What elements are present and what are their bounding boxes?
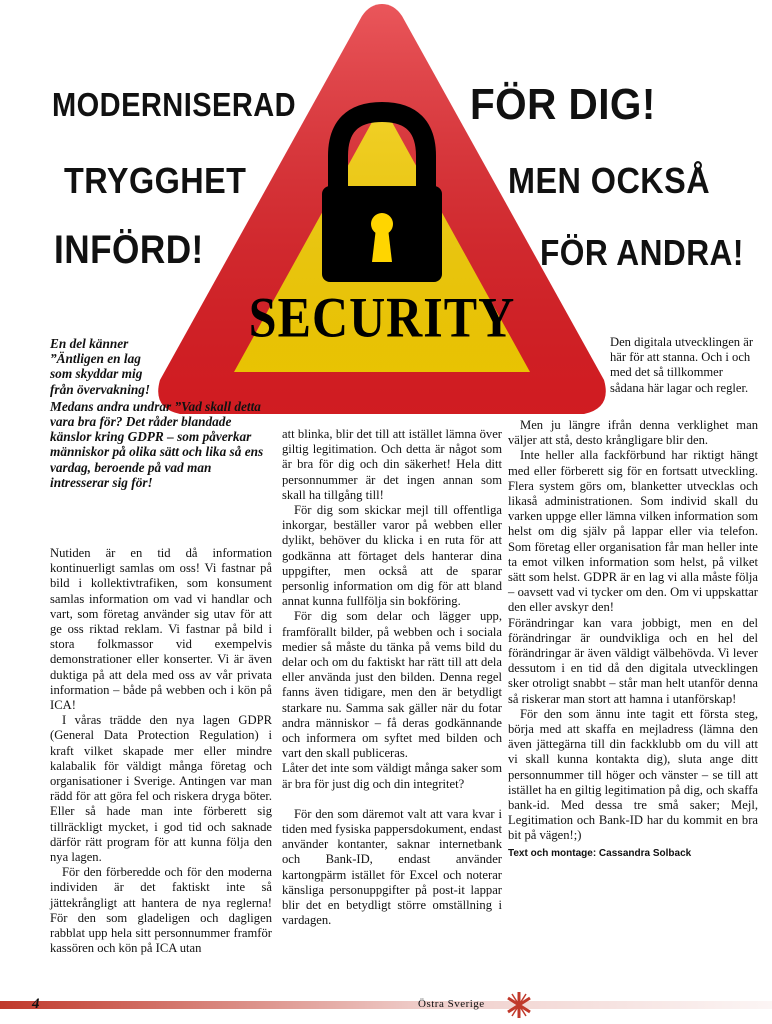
magazine-name: Östra Sverige: [418, 998, 485, 1010]
headline-left-line-2: TRYGGHET: [64, 160, 247, 201]
article-paragraph: Låter det inte som väldigt många saker som är bra för just dig och din integritet?: [282, 761, 502, 791]
article-paragraph: För dig som skickar mejl till offentliga inkorgar, beställer varor på webben eller dylikt, behöver du klicka i en ruta för att godkänna att förtaget dels hanterar dina uppgifter, men också att de sparar personlig information om dig för att bland annat kunna fullfölja sin bokföring.: [282, 503, 502, 609]
security-label: SECURITY: [248, 284, 516, 350]
headline-right-line-2: MEN OCKSÅ: [508, 160, 711, 201]
headline-right-line-3: FÖR ANDRA!: [540, 232, 744, 273]
headline-left-line-1: MODERNISERAD: [52, 86, 297, 123]
article-paragraph: Nutiden är en tid då information kontinuerligt samlas om oss! Vi fastnar på bild i kollektivtrafiken, som konsument samlas information om vad vi handlar och vart, som företag använder sig utav för att ge oss riktad reklam. Vi fastnar på bild i stora folkmassor vid exempelvis demonstrationer eller konserter. Vi är även duktiga på att dela med oss av vår privata information – både på webben och i kön på ICA!: [50, 546, 272, 713]
headline-left-line-3: INFÖRD!: [54, 228, 204, 272]
article-column-3: [508, 418, 758, 861]
intro-block-2: Medans andra undrar ”Vad skall detta vara bra för? Det råder blandade känslor kring GDPR – som påverkar människor på olika sätt och lika så ens vardag, beroende på vad man intresserar sig för!: [50, 398, 264, 490]
article-paragraph: Men ju längre ifrån denna verklighet man väljer att stå, desto krångligare blir den.: [508, 418, 758, 448]
article-paragraph: För den som ännu inte tagit ett första steg, börja med att skaffa en mejladress (lämna den även jättegärna till din fackklubb om du vill att vi skall kunna kontakta dig), sluta ange ditt personnummer till höger och vänster – se till att istället ha en giltig legitimation på dig, och skaffa bank-id. Med dessa tre små saker; Mejl, Legitimation och Bank-ID har du kommit en bra bit på vägen!;): [508, 706, 758, 843]
article-paragraph: För dig som delar och lägger upp, framförallt bilder, på webben och i sociala medier så måste du tänka på vems bild du delar och om du faktiskt har rätt till att dela eller använda just den bilden. Denna regel fanns även tidigare, men den är betydligt starkare nu. Samma sak gäller när du fotar andra människor – få deras godkännande och informera om syftet med bilden och vart den skall publiceras.: [282, 609, 502, 761]
article-paragraph: Förändringar kan vara jobbigt, men en del förändringar är oundvikliga och en hel del förändringar är även väldigt välbehövda. Vi lever dessutom i en tid då den digitala utvecklingen sker otroligt snabbt – står man helt utanför denna så riskerar man stort att hamna i utanförskap!: [508, 615, 758, 706]
article-credit: Text och montage: Cassandra Solback: [508, 847, 692, 859]
headline-right-line-1: FÖR DIG!: [470, 80, 656, 129]
union-logo-icon: [504, 990, 534, 1020]
article-paragraph: För den förberedde och för den moderna individen är det faktiskt inte så jättekrångligt att hantera de nya reglerna! För den som gladeligen och dagligen rabblat upp hela sitt personnummer framför kassören och kön på ICA utan: [50, 865, 272, 956]
intro-text: [50, 336, 270, 490]
page-number: 4: [32, 996, 40, 1012]
article-column-2: [282, 427, 502, 929]
article-column-1: [50, 546, 272, 956]
article-paragraph: I våras trädde den nya lagen GDPR (General Data Protection Regulation) i kraft vilket skapade mer eller mindre kalabalik för väldigt många företag och organisationer i Sverige. Antingen var man rädd för att göra fel och riskera dryga böter. Eller så hade man inte förberett sig tillräckligt mycket, i god tid och saknade därför rätt program för att kunna följa den nya lagen.: [50, 713, 272, 865]
footer-bar: [0, 997, 772, 1013]
article-paragraph: att blinka, blir det till att istället lämna över giltig legitimation. Och detta är något som är bra för dig och din säkerhet! Hela ditt personnummer är det ingen annan som skall ha tillgång till!: [282, 427, 502, 502]
article-column-3-top: Den digitala utvecklingen är här för att stanna. Och i och med det så tillkommer sådana här lagar och regler.: [610, 335, 754, 395]
article-paragraph: Inte heller alla fackförbund har riktigt hängt med eller förberett sig för en fortsatt utveckling. Flera system görs om, blanketter utvecklas och likaså administrationen. Som individ skall du varken uppge eller lämna vilken information som helst om dig själv på lappar eller via telefon. Som företag eller organisation får man heller inte ta emot vilken information som helst, på vilket sätt som helst. GDPR är en lag vi alla måste följa – oavsett vad vi tycker om den. Om vi uppskattar den eller avskyr den!: [508, 448, 758, 615]
article-paragraph: För den som däremot valt att vara kvar i tiden med fysiska pappersdokument, endast använder kontanter, saknar internetbank och Bank-ID, endast använder kartongpärm istället för Excel och noterar känsliga personuppgifter på post-it lappar blir det en betydligt större omställning i vardagen.: [282, 806, 502, 928]
intro-block-1: En del känner ”Äntligen en lag som skyddar mig från övervakning!: [50, 336, 151, 397]
